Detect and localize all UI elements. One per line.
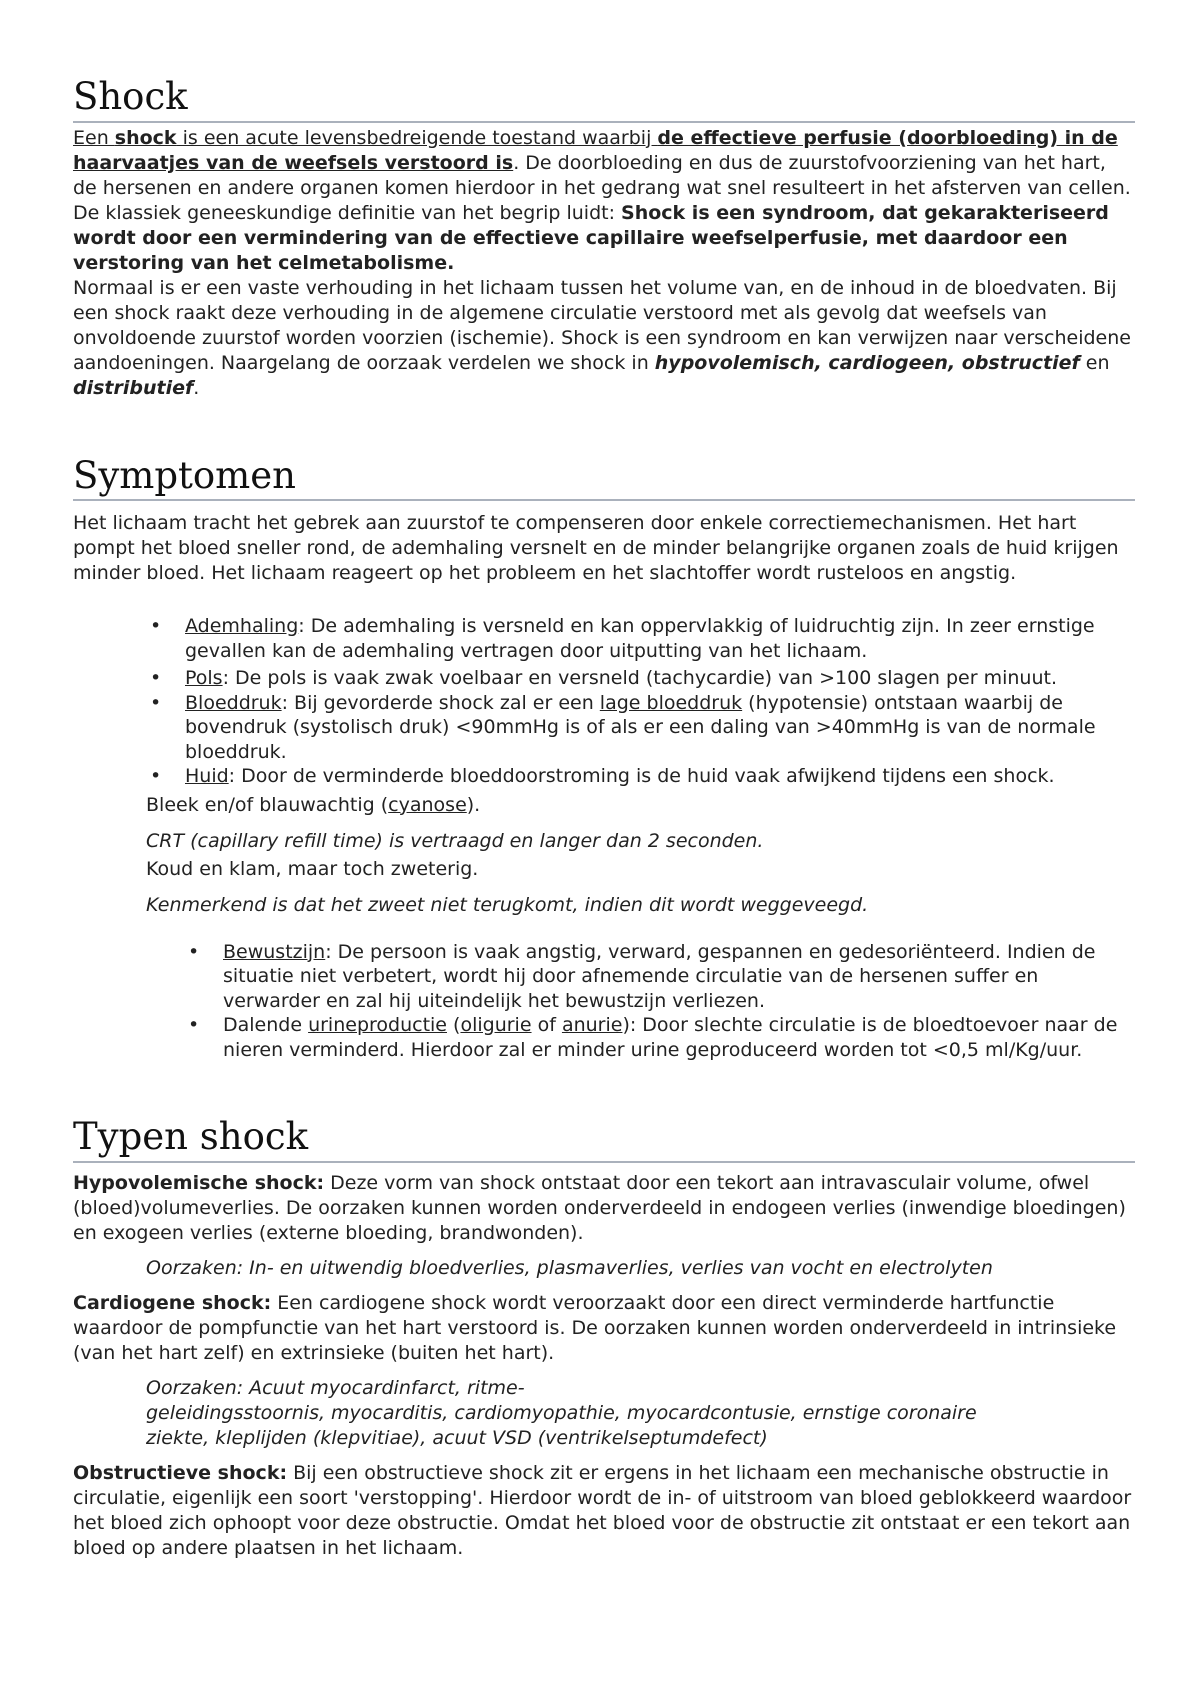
term: Pols (185, 667, 223, 690)
text: Bij een obstructieve shock zit er ergens in het lichaam een mechanische obstructie in circulatie, eigenlijk een soort 'verstopping'. Hierdoor wordt de in- of uitstroom van bloed geblokkeerd waardoor het bloed zich ophoopt voor deze obstructie. Omdat het bloed voor de obstructie zit ontstaat er een tekort aan bloed op andere plaatsen in het lichaam. (73, 1461, 1132, 1559)
bleek-line (73, 793, 1135, 818)
cardiogene-paragraph (73, 1291, 1135, 1366)
text: ( (447, 1014, 461, 1037)
cardiogene-causes (73, 1376, 1135, 1451)
hypovolemische-paragraph (73, 1171, 1135, 1246)
list-item (188, 940, 1135, 1014)
crt-line: CRT (capillary refill time) is vertraagd en langer dan 2 seconden. (146, 829, 764, 852)
obstructieve-paragraph (73, 1461, 1135, 1561)
symptom-list (73, 614, 1135, 789)
text: : Bij gevorderde shock zal er een (281, 691, 600, 714)
term: Ademhaling (185, 615, 299, 638)
text-emphasis: de effectieve perfusie (doorbloeding) in de haarvaatjes van de weefsels verstoord is (73, 126, 1118, 174)
section-symptomen (73, 455, 1135, 1063)
type-label: Obstructieve shock: (73, 1461, 288, 1484)
section-shock (73, 76, 1135, 401)
text: Deze vorm van shock ontstaat door een tekort aan intravasculair volume, ofwel (bloed)volumeverlies. De oorzaken kunnen worden onderverdeeld in endogeen verlies (inwendige bloedingen) en exogeen verlies (externe bloeding, brandwonden). (73, 1171, 1126, 1244)
text: Dalende (223, 1014, 309, 1037)
section-typen-shock (73, 1116, 1135, 1561)
bullet-icon: • (188, 1014, 200, 1037)
term: cyanose (388, 793, 467, 816)
text: en (1079, 351, 1110, 374)
kenmerkend-line: Kenmerkend is dat het zweet niet terugkomt, indien dit wordt weggeveegd. (146, 893, 869, 916)
bullet-icon: • (150, 765, 162, 788)
text: : De pols is vaak zwak voelbaar en versneld (tachycardie) van >100 slagen per minuut. (222, 667, 1057, 690)
text: (hypotensie) ontstaan waarbij de bovendruk (systolisch druk) <90mmHg is of als er een daling van >40mmHg is van de normale bloeddruk. (185, 691, 1096, 763)
text: ): Door slechte circulatie is de bloedtoevoer naar de nieren verminderd. Hierdoor zal er minder urine geproduceerd worden tot <0,5 ml/Kg/uur. (223, 1014, 1118, 1061)
list-item (150, 666, 1135, 691)
shock-types-inline: hypovolemisch, cardiogeen, obstructief (654, 351, 1080, 374)
symptom-list-2 (73, 940, 1135, 1063)
term: lage bloeddruk (599, 691, 743, 714)
text: . De doorbloeding en dus de zuurstofvoorziening van het hart, de hersenen en andere organen komen hierdoor in het gedrang wat snel resulteert in het afsterven van cellen. De klassiek geneeskundige definitie van het begrip luidt: (73, 151, 1131, 224)
cause-line: Oorzaken: Acuut myocardinfarct, ritme- (146, 1376, 525, 1399)
term: Huid (185, 765, 229, 788)
text: Een cardiogene shock wordt veroorzaakt door een direct verminderde hartfunctie waardoor de pompfunctie van het hart verstoord is. De oorzaken kunnen worden onderverdeeld in intrinsieke (van het hart zelf) en extrinsieke (buiten het hart). (73, 1291, 1117, 1364)
type-label: Cardiogene shock: (73, 1291, 272, 1314)
text: is een acute levensbedreigende toestand waarbij (176, 126, 658, 149)
document-page (73, 76, 1135, 1597)
text: : Door de verminderde bloeddoorstroming is de huid vaak afwijkend tijdens een shock. (228, 765, 1055, 788)
term: Bloeddruk (185, 691, 282, 714)
cause-line: ziekte, kleplijden (klepvitiae), acuut VSD (ventrikelseptumdefect) (146, 1426, 768, 1449)
term: Bewustzijn (223, 940, 326, 963)
list-item (150, 764, 1135, 789)
symptomen-intro: Het lichaam tracht het gebrek aan zuurstof te compenseren door enkele correctiemechanismen. Het hart pompt het bloed sneller rond, de ademhaling versnelt en de minder belangrijke organen zoals de huid krijgen minder bloed. Het lichaam reageert op het probleem en het slachtoffer wordt rusteloos en angstig. (73, 512, 1119, 585)
term-shock: shock (114, 126, 177, 149)
heading-symptomen: Symptomen (73, 455, 1135, 502)
bullet-icon: • (188, 940, 200, 963)
text: . (193, 376, 200, 399)
text: : De ademhaling is versneld en kan oppervlakkig of luidruchtig zijn. In zeer ernstige gevallen kan de ademhaling vertragen door uitputting van het lichaam. (185, 615, 1095, 662)
shock-paragraph-1 (73, 126, 1135, 276)
term: anurie (561, 1014, 623, 1037)
shock-paragraph-2 (73, 276, 1135, 401)
heading-shock: Shock (73, 76, 1135, 123)
shock-type-distributief: distributief (73, 376, 194, 399)
list-item (150, 614, 1135, 663)
text: Bleek en/of blauwachtig ( (146, 793, 389, 816)
bullet-icon: • (150, 615, 162, 638)
koud-line: Koud en klam, maar toch zweterig. (146, 857, 479, 880)
list-item (150, 691, 1135, 765)
hypovolemische-causes: Oorzaken: In- en uitwendig bloedverlies, plasmaverlies, verlies van vocht en electrolyten (146, 1256, 993, 1279)
term: urineproductie (308, 1014, 447, 1037)
cause-line: geleidingsstoornis, myocarditis, cardiomyopathie, myocardcontusie, ernstige coronaire (146, 1401, 977, 1424)
bullet-icon: • (150, 667, 162, 690)
type-label: Hypovolemische shock: (73, 1171, 325, 1194)
bullet-icon: • (150, 691, 162, 714)
text: : De persoon is vaak angstig, verward, gespannen en gedesoriënteerd. Indien de situatie niet verbetert, wordt hij door afnemende circulatie van de hersenen suffer en verwarder en zal hij uiteindelijk het bewustzijn verliezen. (223, 940, 1096, 1012)
heading-typen-shock: Typen shock (73, 1116, 1135, 1163)
text: of (531, 1014, 562, 1037)
text: Normaal is er een vaste verhouding in het lichaam tussen het volume van, en de inhoud in de bloedvaten. Bij een shock raakt deze verhouding in de algemene circulatie verstoord met als gevolg dat weefsels van onvoldoende zuurstof worden voorzien (ischemie). Shock is een syndroom en kan verwijzen naar verscheidene aandoeningen. Naargelang de oorzaak verdelen we shock in (73, 276, 1131, 374)
term: oligurie (460, 1014, 532, 1037)
text: Een (73, 126, 115, 149)
text: ). (466, 793, 481, 816)
definition: Shock is een syndroom, dat gekarakteriseerd wordt door een vermindering van de effectieve capillaire weefselperfusie, met daardoor een verstoring van het celmetabolisme. (73, 201, 1109, 274)
list-item (188, 1013, 1135, 1062)
